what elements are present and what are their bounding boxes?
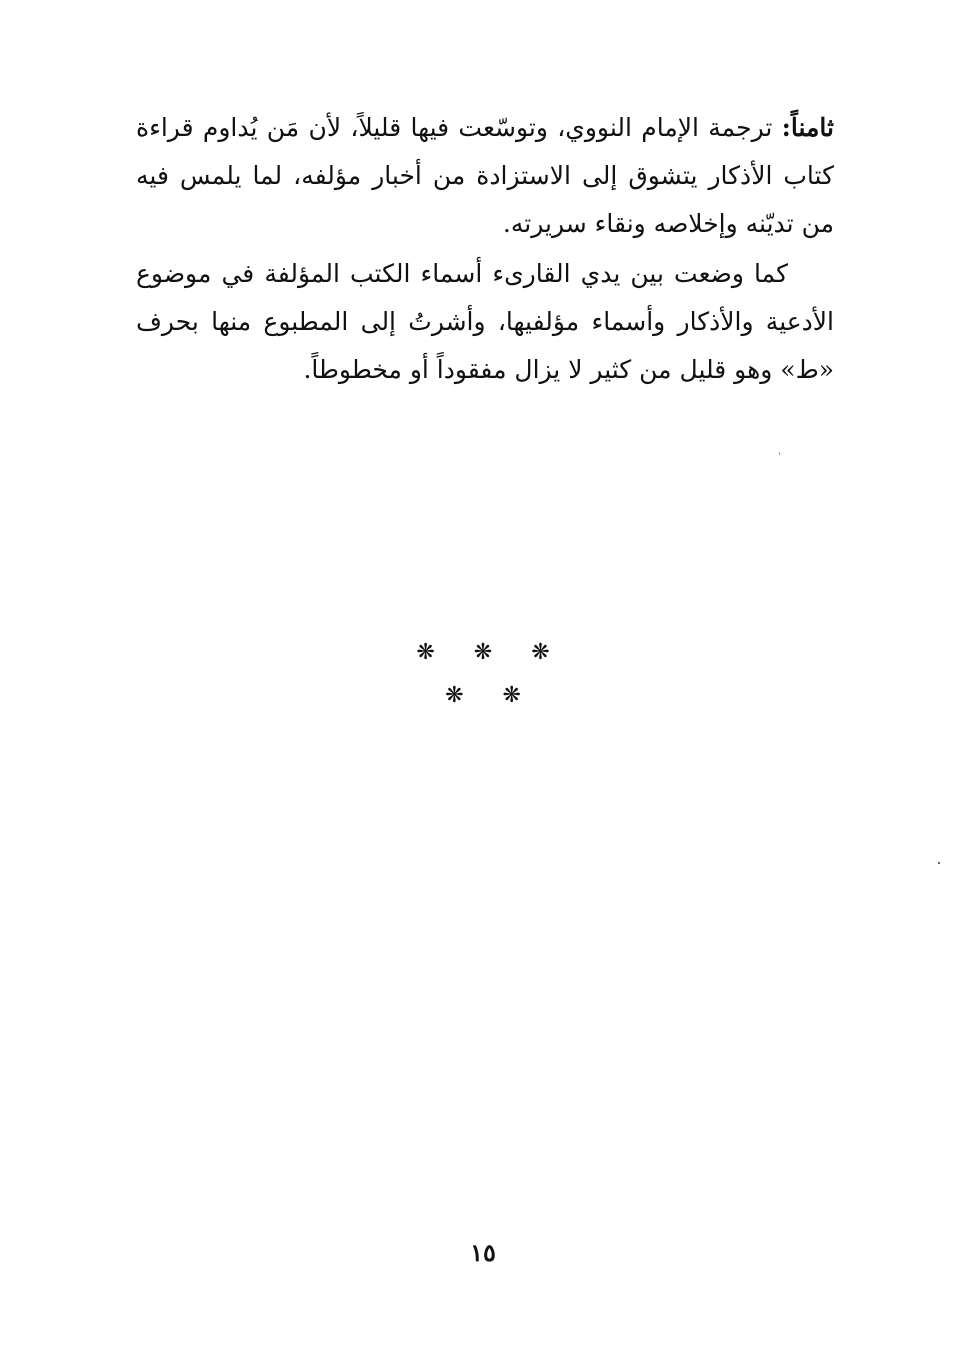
asterism-icon: ❋ — [531, 640, 550, 665]
asterism-icon: ❋ — [502, 683, 521, 708]
paragraph-book-list: كما وضعت بين يدي القارىء أسماء الكتب المؤلفة في موضوع الأدعية والأذكار وأسماء مؤلفيها، وأشرتُ إلى المطبوع منها بحرف «ط» وهو قليل من كثير لا يزال مفقوداً أو مخطوطاً. — [136, 259, 834, 384]
scan-speck — [938, 862, 940, 864]
paragraph-lead: ثامناً: — [781, 113, 834, 142]
asterism-icon: ❋ — [445, 683, 464, 708]
scan-speck — [779, 452, 780, 455]
asterism-icon: ❋ — [416, 640, 435, 665]
section-separator-top — [0, 640, 966, 665]
section-separator-bottom — [0, 683, 966, 708]
page-number: ١٥ — [470, 1238, 496, 1267]
asterism-icon: ❋ — [473, 640, 493, 665]
paragraph-body: ترجمة الإمام النووي، وتوسّعت فيها قليلاً، لأن مَن يُداوم قراءة كتاب الأذكار يتشوق إلى الاستزادة من أخبار مؤلفه، لما يلمس فيه من تديّنه وإخلاصه ونقاء سريرته. — [136, 113, 834, 238]
paragraph-eighth-point — [136, 104, 834, 248]
